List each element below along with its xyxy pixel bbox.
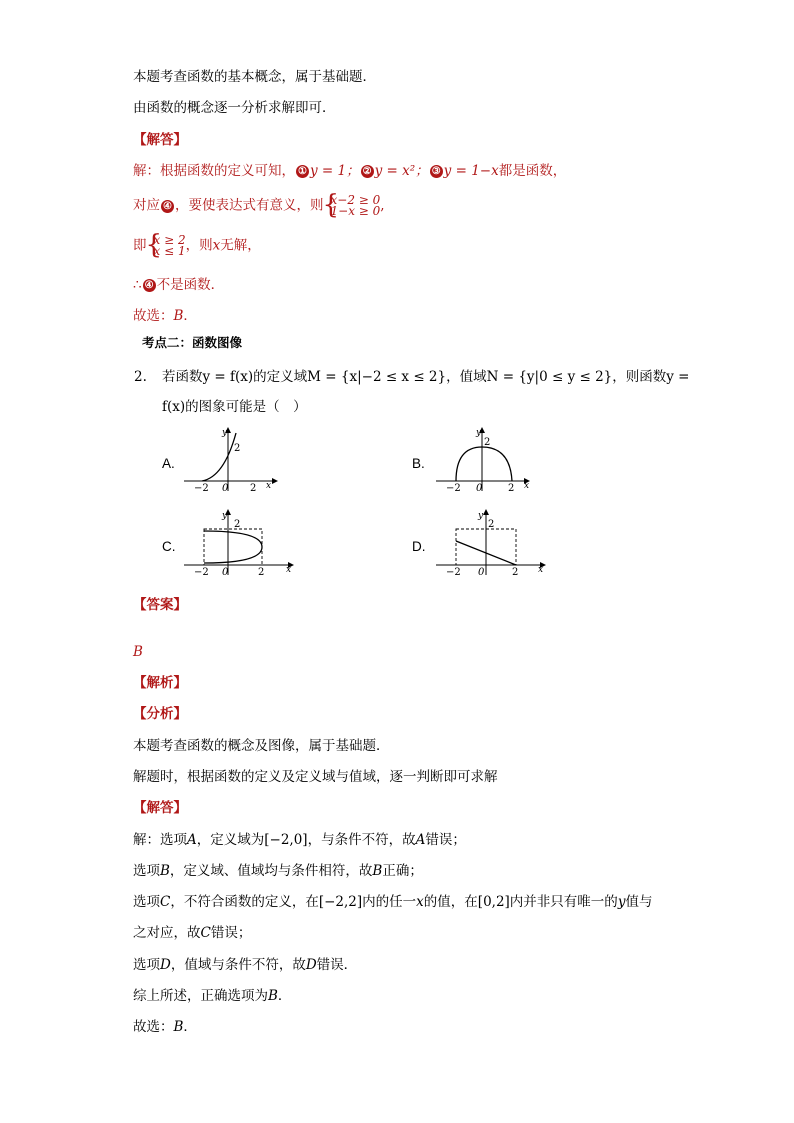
intro-line-2: 由函数的概念逐一分析求解即可． (133, 100, 336, 116)
choose-line-1: 故选：B． (133, 308, 197, 324)
analysis-sub-heading: 【分析】 (133, 706, 187, 722)
svg-text:2: 2 (258, 567, 265, 578)
svg-text:y: y (222, 511, 228, 521)
summary-line: 综上所述，正确选项为B． (133, 988, 292, 1004)
solution-line-2: 对应 ④ ，要使表达式有意义，则{ x−2 ≥ 0 1−x ≥ 0, (133, 195, 385, 217)
option-b-label: B. (412, 456, 425, 471)
svg-text:2: 2 (234, 443, 241, 454)
svg-text:0: 0 (476, 483, 483, 494)
solution-c: 选项C，不符合函数的定义，在[−2,2]内的任一x的值，在[0,2]内并非只有唯一的y值与 (133, 894, 653, 910)
solution-c-cont: 之对应，故C错误； (133, 925, 252, 941)
solution-d: 选项D，值域与条件不符，故D错误． (133, 957, 358, 973)
solution-heading-2: 【解答】 (133, 800, 187, 816)
question-text-2: f(x)的图象可能是（ ） (162, 399, 307, 415)
final-choice-line: 故选：B． (133, 1019, 197, 1035)
option-a-label: A. (162, 456, 175, 471)
section-title: 考点二：函数图像 (142, 335, 243, 350)
svg-text:−2: −2 (194, 483, 209, 494)
svg-text:y: y (222, 428, 228, 438)
solution-a: 解：选项A，定义域为[−2,0]，与条件不符，故A错误； (133, 832, 466, 848)
option-d-label: D. (412, 539, 426, 554)
svg-text:2: 2 (234, 519, 241, 530)
graph-a (180, 425, 280, 495)
circled-3: ③ (430, 165, 443, 178)
svg-text:2: 2 (512, 567, 519, 578)
circled-4b: ④ (143, 279, 156, 292)
svg-text:2: 2 (250, 483, 257, 494)
svg-text:2: 2 (488, 519, 495, 530)
svg-text:−2: −2 (194, 567, 209, 578)
svg-text:y: y (478, 511, 484, 521)
option-c-label: C. (162, 539, 176, 554)
svg-text:−2: −2 (446, 567, 461, 578)
solution-line-4: ∴ ④ 不是函数． (133, 277, 225, 293)
svg-text:x: x (286, 565, 292, 575)
intro-line-1: 本题考查函数的基本概念，属于基础题． (133, 69, 376, 85)
solution-line-1: 解：根据函数的定义可知， ① y = 1； ② y = x²； ③ y = 1−x都是函数， (133, 163, 567, 179)
circled-1: ① (296, 165, 309, 178)
svg-text:0: 0 (222, 567, 229, 578)
answer-value: B (133, 644, 143, 660)
svg-text:2: 2 (484, 437, 491, 448)
svg-text:0: 0 (222, 483, 229, 494)
svg-text:0: 0 (478, 567, 485, 578)
svg-text:x: x (538, 565, 544, 575)
graph-c (180, 507, 300, 579)
analysis-line-1: 本题考查函数的概念及图像，属于基础题． (133, 738, 390, 754)
svg-text:−2: −2 (446, 483, 461, 494)
svg-text:x: x (524, 481, 530, 491)
solution-heading-1: 【解答】 (133, 132, 187, 148)
analysis-line-2: 解题时，根据函数的定义及定义域与值域，逐一判断即可求解 (133, 769, 498, 785)
question-text-1: 若函数y = f(x)的定义域M = {x|−2 ≤ x ≤ 2}，值域N = {y|0 ≤ y ≤ 2}，则函数y = (162, 369, 690, 385)
inequality-system-2: { x ≥ 2 x ≤ 1 (147, 235, 186, 257)
solution-line-3: 即{ x ≥ 2 x ≤ 1，则x无解， (133, 235, 261, 257)
graph-d (432, 507, 552, 579)
inequality-system-1: { x−2 ≥ 0 1−x ≥ 0 (324, 195, 381, 217)
svg-text:x: x (266, 481, 272, 491)
graph-b (432, 425, 537, 495)
answer-heading: 【答案】 (133, 597, 187, 613)
circled-4: ④ (161, 200, 174, 213)
question-number: 2. (134, 369, 147, 385)
circled-2: ② (361, 165, 374, 178)
analysis-heading: 【解析】 (133, 675, 187, 691)
solution-b: 选项B，定义域、值域均与条件相符，故B正确； (133, 863, 423, 879)
svg-text:2: 2 (508, 483, 515, 494)
svg-text:y: y (476, 428, 482, 438)
